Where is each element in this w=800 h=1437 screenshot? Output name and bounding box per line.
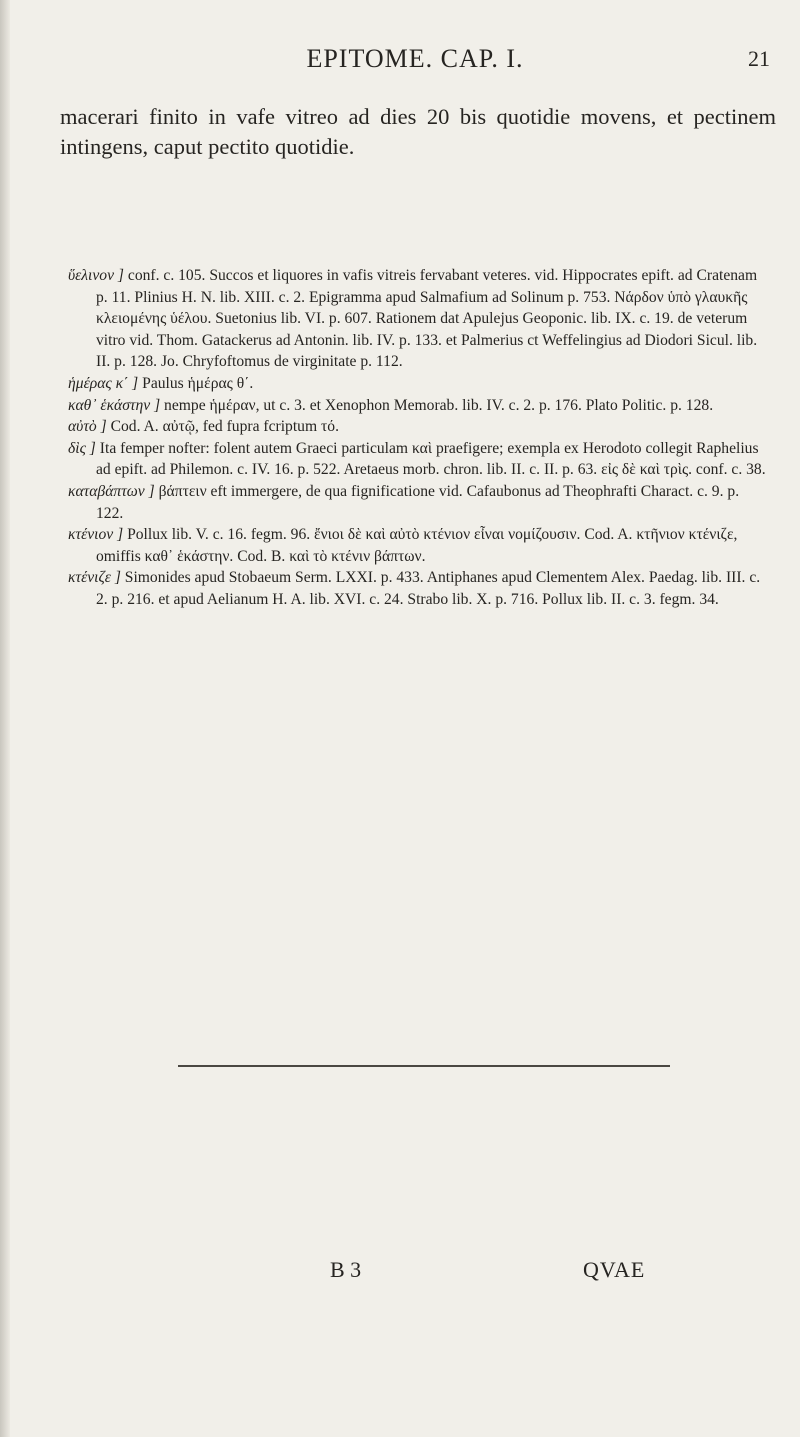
main-text: macerari finito in vafe vitreo ad dies 20 bis quotidie movens, et pectinem intingens, caput pectito quotidie. (60, 104, 776, 159)
page-binding-edge (0, 0, 10, 1437)
note-text: nempe ἡμέραν, ut c. 3. et Xenophon Memorab. lib. IV. c. 2. p. 176. Plato Politic. p. 128. (164, 396, 714, 414)
note-text: Simonides apud Stobaeum Serm. LXXI. p. 433. Antiphanes apud Clementem Alex. Paedag. lib. III. c. 2. p. 216. et apud Aelianum H. A. lib. XVI. c. 24. Strabo lib. X. p. 716. Pollux lib. II. c. 3. fegm. 34. (96, 569, 761, 608)
note-text: conf. c. 105. Succos et liquores in vafis vitreis fervabant veteres. vid. Hippocrates epift. ad Cratenam p. 11. Plinius H. N. lib. XIII. c. 2. Epigramma apud Salmafium ad Solinum p. 753. Νάρδον ὑπὸ γλαυκῆς κλειομένης ὑέλου. Suetonius lib. VI. p. 607. Rationem dat Apulejus Geoponic. lib. IX. c. 19. de veterum vitro vid. Thom. Gatackerus ad Antonin. lib. IV. p. 133. et Palmerius ct Weffelingius ad Diodori Sicul. lib. II. p. 128. Jo. Chryfoftomus de virginitate p. 112. (96, 267, 758, 371)
note (68, 524, 768, 567)
note (68, 395, 768, 417)
commentary-notes (68, 265, 768, 611)
note-text: Cod. A. αὐτῷ, fed fupra fcriptum τό. (110, 418, 339, 436)
running-header (60, 44, 770, 76)
note (68, 481, 768, 524)
note-lemma: κτένιον ] (68, 526, 124, 544)
catchword: QVAE (583, 1257, 646, 1282)
note-lemma: καταβάπτων ] (68, 482, 155, 500)
signature-mark: B 3 (330, 1257, 362, 1282)
note-lemma: καθ᾽ ἑκάστην ] (68, 396, 161, 414)
note-text: Ita femper nofter: folent autem Graeci particulam καὶ praefigere; exempla ex Herodoto collegit Raphelius ad epift. ad Philemon. c. IV. 16. p. 522. Aretaeus morb. chron. lib. II. c. II. p. 63. εἰς δὲ καὶ τρὶς. conf. c. 38. (96, 439, 766, 479)
note (68, 438, 768, 481)
divider-rule (178, 1065, 670, 1067)
note-lemma: κτένιζε ] (68, 569, 121, 587)
note-text: βάπτειν eft immergere, de qua fignificatione vid. Cafaubonus ad Theophrafti Charact. c. 9. p. 122. (96, 482, 740, 522)
note (68, 265, 768, 373)
note-text: Paulus ἡμέρας θ΄. (142, 374, 254, 392)
running-title: EPITOME. CAP. I. (306, 44, 524, 73)
note (68, 567, 768, 610)
note-lemma: αὐτὸ ] (68, 418, 107, 436)
note (68, 416, 768, 438)
note (68, 373, 768, 395)
note-lemma: ὕελινον ] (68, 267, 124, 284)
page-number: 21 (748, 46, 770, 71)
note-text: Pollux lib. V. c. 16. fegm. 96. ἔνιοι δὲ καὶ αὐτὸ κτένιον εἶναι νομίζουσιν. Cod. A. κτῆνιον κτένιζε, omiffis καθ᾽ ἑκάστην. Cod. B. καὶ τὸ κτένιν βάπτων. (96, 526, 738, 565)
note-lemma: ἡμέρας κ΄ ] (68, 374, 139, 392)
note-lemma: δὶς ] (68, 439, 96, 457)
